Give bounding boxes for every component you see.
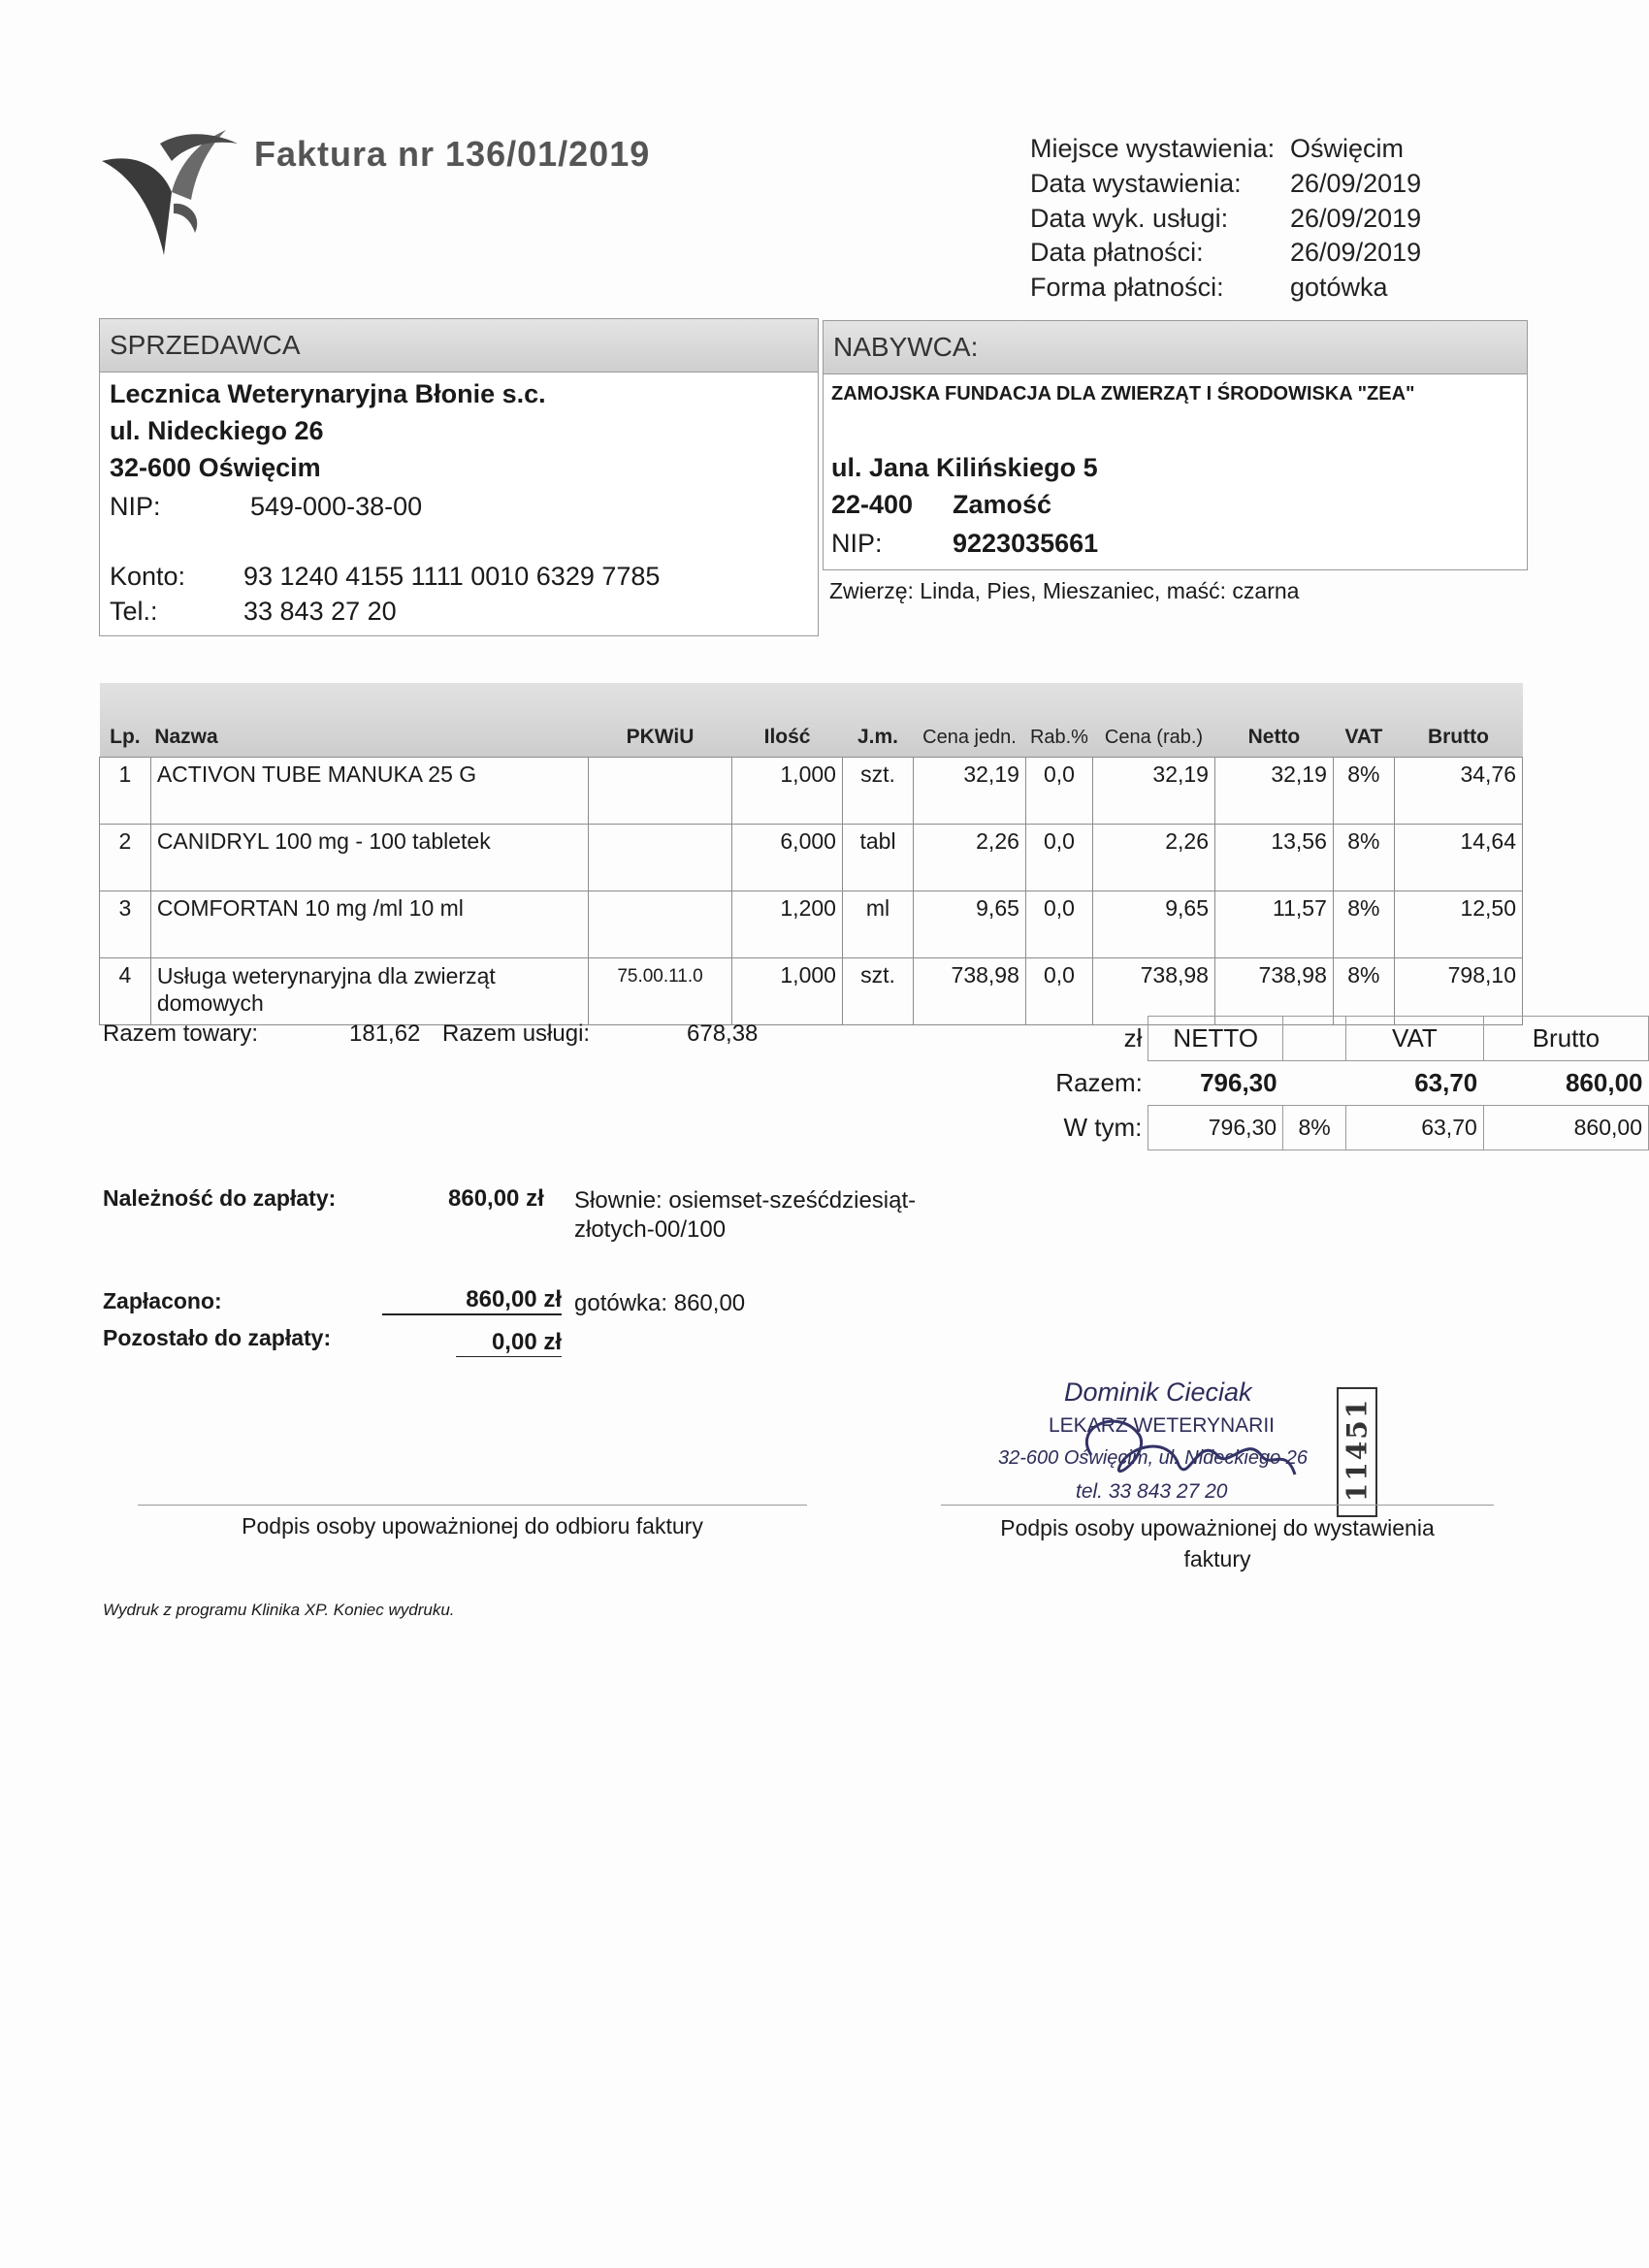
col-rate-empty <box>1283 1017 1346 1061</box>
seller-street: ul. Nideckiego 26 <box>110 416 324 445</box>
cell-unit: ml <box>842 891 913 958</box>
handwritten-signature <box>1052 1397 1305 1513</box>
seller-heading: SPRZEDAWCA <box>100 319 818 373</box>
seller-nip-label: NIP: <box>110 492 161 521</box>
items-table <box>99 683 1523 1025</box>
cell-price: 2,26 <box>914 825 1026 891</box>
total-vat: 63,70 <box>1414 1068 1478 1097</box>
remaining-amount: 0,00 zł <box>456 1329 562 1357</box>
cell-gross: 798,10 <box>1394 958 1522 1025</box>
cell-price: 738,98 <box>914 958 1026 1025</box>
incl-net: 796,30 <box>1148 1106 1283 1150</box>
total-net: 796,30 <box>1200 1068 1277 1097</box>
cell-price: 9,65 <box>914 891 1026 958</box>
footer-note: Wydruk z programu Klinika XP. Koniec wydruku. <box>103 1601 455 1619</box>
cell-vat: 8% <box>1333 825 1394 891</box>
seller-name: Lecznica Weterynaryjna Błonie s.c. <box>110 379 546 408</box>
col-netto: NETTO <box>1148 1017 1283 1061</box>
cell-vat: 8% <box>1333 958 1394 1025</box>
meta-row-issue-date: Data wystawienia: 26/09/2019 <box>1030 169 1422 198</box>
cell-discount: 0,0 <box>1025 758 1092 825</box>
total-gross: 860,00 <box>1565 1068 1643 1097</box>
amount-words: Słownie: osiemset-sześćdziesiąt- <box>574 1187 917 1214</box>
buyer-box <box>823 320 1528 570</box>
vat-summary-table <box>1001 1016 1649 1150</box>
cell-net: 11,57 <box>1214 891 1333 958</box>
goods-total-label: Razem towary: <box>103 1021 259 1047</box>
table-row <box>100 825 1523 891</box>
cell-qty: 6,000 <box>732 825 843 891</box>
seller-box <box>99 318 819 636</box>
seller-account: 93 1240 4155 1111 0010 6329 7785 <box>243 562 661 591</box>
col-gross: Brutto <box>1394 683 1522 758</box>
seller-phone: 33 843 27 20 <box>243 597 397 626</box>
vat-summary-head <box>1001 1017 1649 1061</box>
cell-pkwiu <box>588 758 731 825</box>
paid-amount: 860,00 zł <box>382 1286 562 1315</box>
meta-row-service-date: Data wyk. usługi: 26/09/2019 <box>1030 204 1422 233</box>
total-rate-empty <box>1283 1061 1346 1106</box>
total-label: Razem: <box>1055 1068 1143 1097</box>
cell-name: ACTIVON TUBE MANUKA 25 G <box>150 758 588 825</box>
meta-row-place: Miejsce wystawienia: Oświęcim <box>1030 134 1405 163</box>
cell-qty: 1,000 <box>732 758 843 825</box>
buyer-nip-label: NIP: <box>831 529 883 558</box>
cell-qty: 1,000 <box>732 958 843 1025</box>
col-pkwiu: PKWiU <box>588 683 731 758</box>
cell-unit: szt. <box>842 958 913 1025</box>
issuer-signature-line <box>941 1505 1494 1506</box>
animal-info: Zwierzę: Linda, Pies, Mieszaniec, maść: czarna <box>829 578 1300 603</box>
cell-lp: 3 <box>100 891 151 958</box>
services-total: 678,38 <box>687 1021 759 1047</box>
cell-net: 32,19 <box>1214 758 1333 825</box>
remaining-label: Pozostało do zapłaty: <box>103 1325 332 1350</box>
buyer-name: ZAMOJSKA FUNDACJA DLA ZWIERZĄT I ŚRODOWISKA "ZEA" <box>831 383 1415 405</box>
issuer-signature-caption-cont: faktury <box>1183 1546 1251 1571</box>
vat-summary-total-row <box>1001 1061 1649 1106</box>
cell-pkwiu: 75.00.11.0 <box>588 958 731 1025</box>
receiver-signature-line <box>138 1505 807 1506</box>
issuer-signature-caption: Podpis osoby upoważnionej do wystawienia <box>1000 1515 1435 1540</box>
buyer-heading: NABYWCA: <box>824 321 1527 374</box>
cell-discount: 0,0 <box>1025 825 1092 891</box>
cell-lp: 2 <box>100 825 151 891</box>
cell-name: Usługa weterynaryjna dla zwierząt domowych <box>150 958 588 1025</box>
cell-pkwiu <box>588 891 731 958</box>
incl-rate: 8% <box>1283 1106 1346 1150</box>
goods-total: 181,62 <box>349 1021 421 1047</box>
cell-discount: 0,0 <box>1025 958 1092 1025</box>
items-header-row <box>100 683 1523 758</box>
seller-account-label: Konto: <box>110 562 186 591</box>
vat-summary-incl-row <box>1001 1106 1649 1150</box>
receiver-signature-caption: Podpis osoby upoważnionej do odbioru faktury <box>242 1513 703 1539</box>
stamp-number-box <box>1337 1387 1377 1517</box>
services-total-label: Razem usługi: <box>442 1021 591 1047</box>
amount-due: 860,00 zł <box>448 1185 544 1212</box>
buyer-city: Zamość <box>953 490 1052 519</box>
col-vat-amount: VAT <box>1346 1017 1484 1061</box>
cell-net: 13,56 <box>1214 825 1333 891</box>
stamp-name: Dominik Cieciak <box>1064 1377 1252 1407</box>
clinic-logo <box>102 124 238 255</box>
col-lp: Lp. <box>100 683 151 758</box>
cell-price-disc: 32,19 <box>1093 758 1215 825</box>
buyer-street: ul. Jana Kilińskiego 5 <box>831 453 1098 482</box>
amount-due-label: Należność do zapłaty: <box>103 1185 337 1211</box>
table-row <box>100 758 1523 825</box>
cell-price-disc: 2,26 <box>1093 825 1215 891</box>
cell-pkwiu <box>588 825 731 891</box>
col-brutto: Brutto <box>1483 1017 1648 1061</box>
cell-price: 32,19 <box>914 758 1026 825</box>
incl-vat: 63,70 <box>1346 1106 1484 1150</box>
paid-method: gotówka: 860,00 <box>574 1290 746 1316</box>
col-vat: VAT <box>1333 683 1394 758</box>
seller-nip: 549-000-38-00 <box>250 492 423 521</box>
amount-words-cont: złotych-00/100 <box>574 1216 727 1243</box>
stamp-number: 11451 <box>1341 1397 1374 1503</box>
stamp-title: LEKARZ WETERYNARII <box>1049 1414 1275 1437</box>
stamp-phone: tel. 33 843 27 20 <box>1076 1480 1228 1503</box>
cell-name: COMFORTAN 10 mg /ml 10 ml <box>150 891 588 958</box>
invoice-title: Faktura nr 136/01/2019 <box>254 134 651 174</box>
buyer-postcode: 22-400 <box>831 490 914 519</box>
cell-unit: szt. <box>842 758 913 825</box>
meta-row-payment-method: Forma płatności: gotówka <box>1030 273 1388 302</box>
cell-gross: 34,76 <box>1394 758 1522 825</box>
table-row <box>100 891 1523 958</box>
cell-lp: 1 <box>100 758 151 825</box>
col-discount: Rab.% <box>1025 683 1092 758</box>
col-qty: Ilość <box>732 683 843 758</box>
col-unit: J.m. <box>842 683 913 758</box>
cell-price-disc: 738,98 <box>1093 958 1215 1025</box>
col-price-disc: Cena (rab.) <box>1093 683 1215 758</box>
seller-city: 32-600 Oświęcim <box>110 453 321 482</box>
stamp-address: 32-600 Oświęcim, ul. Nideckiego 26 <box>998 1447 1309 1469</box>
cell-price-disc: 9,65 <box>1093 891 1215 958</box>
incl-label: W tym: <box>1063 1113 1143 1142</box>
col-name: Nazwa <box>150 683 588 758</box>
meta-row-payment-date: Data płatności: 26/09/2019 <box>1030 238 1422 267</box>
cell-unit: tabl <box>842 825 913 891</box>
col-net: Netto <box>1214 683 1333 758</box>
cell-gross: 12,50 <box>1394 891 1522 958</box>
buyer-nip: 9223035661 <box>953 529 1099 558</box>
incl-gross: 860,00 <box>1483 1106 1648 1150</box>
cell-vat: 8% <box>1333 758 1394 825</box>
cell-qty: 1,200 <box>732 891 843 958</box>
cell-gross: 14,64 <box>1394 825 1522 891</box>
cell-lp: 4 <box>100 958 151 1025</box>
col-price: Cena jedn. <box>914 683 1026 758</box>
paid-label: Zapłacono: <box>103 1288 222 1313</box>
cell-net: 738,98 <box>1214 958 1333 1025</box>
cell-discount: 0,0 <box>1025 891 1092 958</box>
currency-label: zł <box>1123 1023 1143 1053</box>
seller-phone-label: Tel.: <box>110 597 158 626</box>
cell-vat: 8% <box>1333 891 1394 958</box>
cell-name: CANIDRYL 100 mg - 100 tabletek <box>150 825 588 891</box>
